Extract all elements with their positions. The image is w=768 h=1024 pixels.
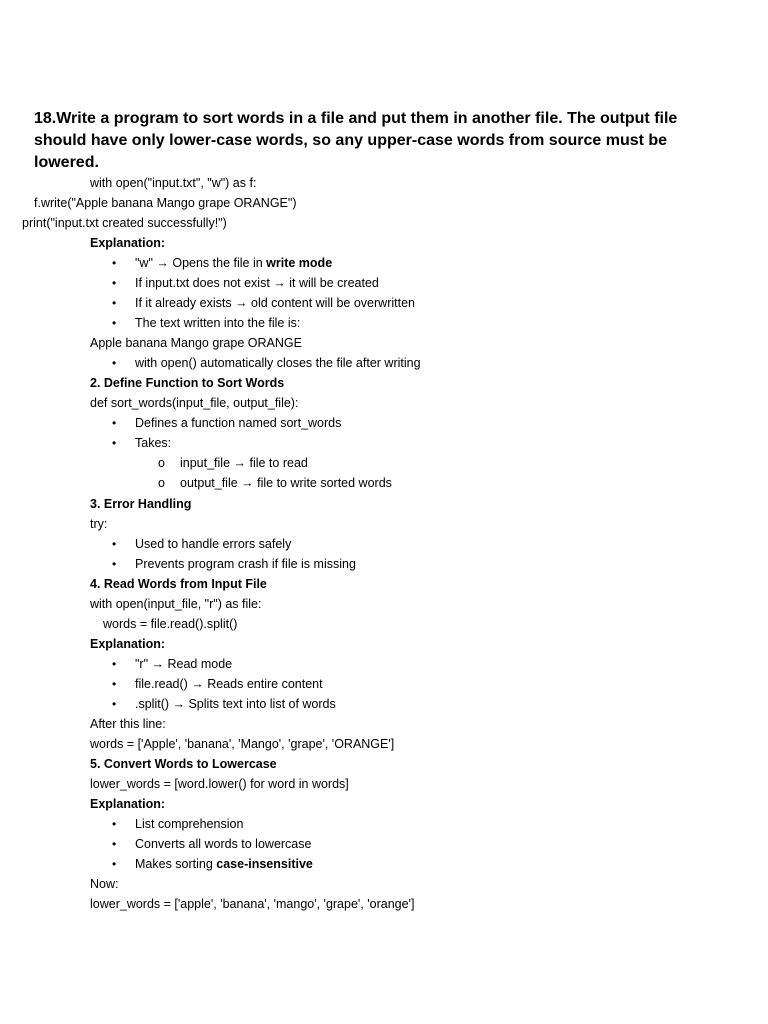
code-line-def: def sort_words(input_file, output_file): (90, 396, 299, 410)
list-item-text: If it already exists → old content will be overwritten (135, 296, 415, 310)
list-item-text: The text written into the file is: (135, 316, 301, 330)
list-item-text: with open() automatically closes the file after writing (135, 356, 421, 370)
bullet-icon: • (112, 276, 117, 290)
list-item-text: Converts all words to lowercase (135, 837, 312, 851)
after-line-label: After this line: (90, 717, 166, 731)
list-item-bold-text: write mode (266, 256, 333, 270)
list-item-text: Defines a function named sort_words (135, 416, 342, 430)
code-line-words: words = file.read().split() (103, 617, 238, 631)
section-heading-text: 2. Define Function to Sort Words (90, 376, 285, 390)
bullet-icon: • (112, 857, 117, 871)
sub-list-item-text: output_file → file to write sorted words (180, 476, 392, 490)
sub-bullet-icon: o (158, 456, 165, 470)
list-item-text: Used to handle errors safely (135, 537, 292, 551)
bullet-icon: • (112, 677, 117, 691)
list-item-text: List comprehension (135, 817, 244, 831)
sub-bullet-icon: o (158, 476, 165, 490)
section-heading-text: 4. Read Words from Input File (90, 577, 267, 591)
text-written-line: Apple banana Mango grape ORANGE (90, 336, 302, 350)
section-heading-3 (90, 496, 191, 512)
list-item-bold-text: case-insensitive (216, 857, 313, 871)
explanation-heading: Explanation: (90, 637, 166, 651)
words-list-line: words = ['Apple', 'banana', 'Mango', 'grape', 'ORANGE'] (90, 737, 395, 751)
section-heading-5 (90, 756, 277, 772)
bullet-icon: • (112, 296, 117, 310)
bullet-icon: • (112, 416, 117, 430)
section-heading-4 (90, 576, 267, 592)
list-item-text: If input.txt does not exist → it will be created (135, 276, 379, 290)
explanation-heading: Explanation: (90, 797, 166, 811)
bullet-icon: • (112, 697, 117, 711)
bullet-icon: • (112, 837, 117, 851)
section-heading-text: 3. Error Handling (90, 497, 192, 511)
bullet-icon: • (112, 356, 117, 370)
bullet-icon: • (112, 557, 117, 571)
section-heading-2 (90, 375, 284, 391)
question-title: 18.Write a program to sort words in a file and put them in another file. The output file should have only lower-case words, so any upper-case words from source must be lowered. (34, 110, 678, 171)
code-line-print: print("input.txt created successfully!") (22, 216, 227, 230)
list-item-text: "r" → Read mode (135, 657, 233, 671)
code-line-open-read: with open(input_file, "r") as file: (90, 597, 262, 611)
bullet-icon: • (112, 817, 117, 831)
bullet-icon: • (112, 657, 117, 671)
list-item-text: Makes sorting (135, 857, 217, 871)
lower-words-list-line: lower_words = ['apple', 'banana', 'mango', 'grape', 'orange'] (90, 897, 415, 911)
code-line-lower: lower_words = [word.lower() for word in words] (90, 777, 349, 791)
list-item-text: Takes: (135, 436, 172, 450)
now-label: Now: (90, 877, 119, 891)
code-line-try: try: (90, 517, 108, 531)
section-heading-text: 5. Convert Words to Lowercase (90, 757, 277, 771)
list-item-text: file.read() → Reads entire content (135, 677, 323, 691)
list-item-text: "w" → Opens the file in (135, 256, 267, 270)
explanation-heading: Explanation: (90, 236, 166, 250)
sub-list-item-text: input_file → file to read (180, 456, 308, 470)
list-item-text: Prevents program crash if file is missing (135, 557, 356, 571)
bullet-icon: • (112, 316, 117, 330)
code-line-open-write: with open("input.txt", "w") as f: (90, 176, 257, 190)
bullet-icon: • (112, 436, 117, 450)
code-line-f-write: f.write("Apple banana Mango grape ORANGE") (34, 196, 297, 210)
bullet-icon: • (112, 537, 117, 551)
list-item-text: .split() → Splits text into list of words (135, 697, 336, 711)
bullet-icon: • (112, 256, 117, 270)
